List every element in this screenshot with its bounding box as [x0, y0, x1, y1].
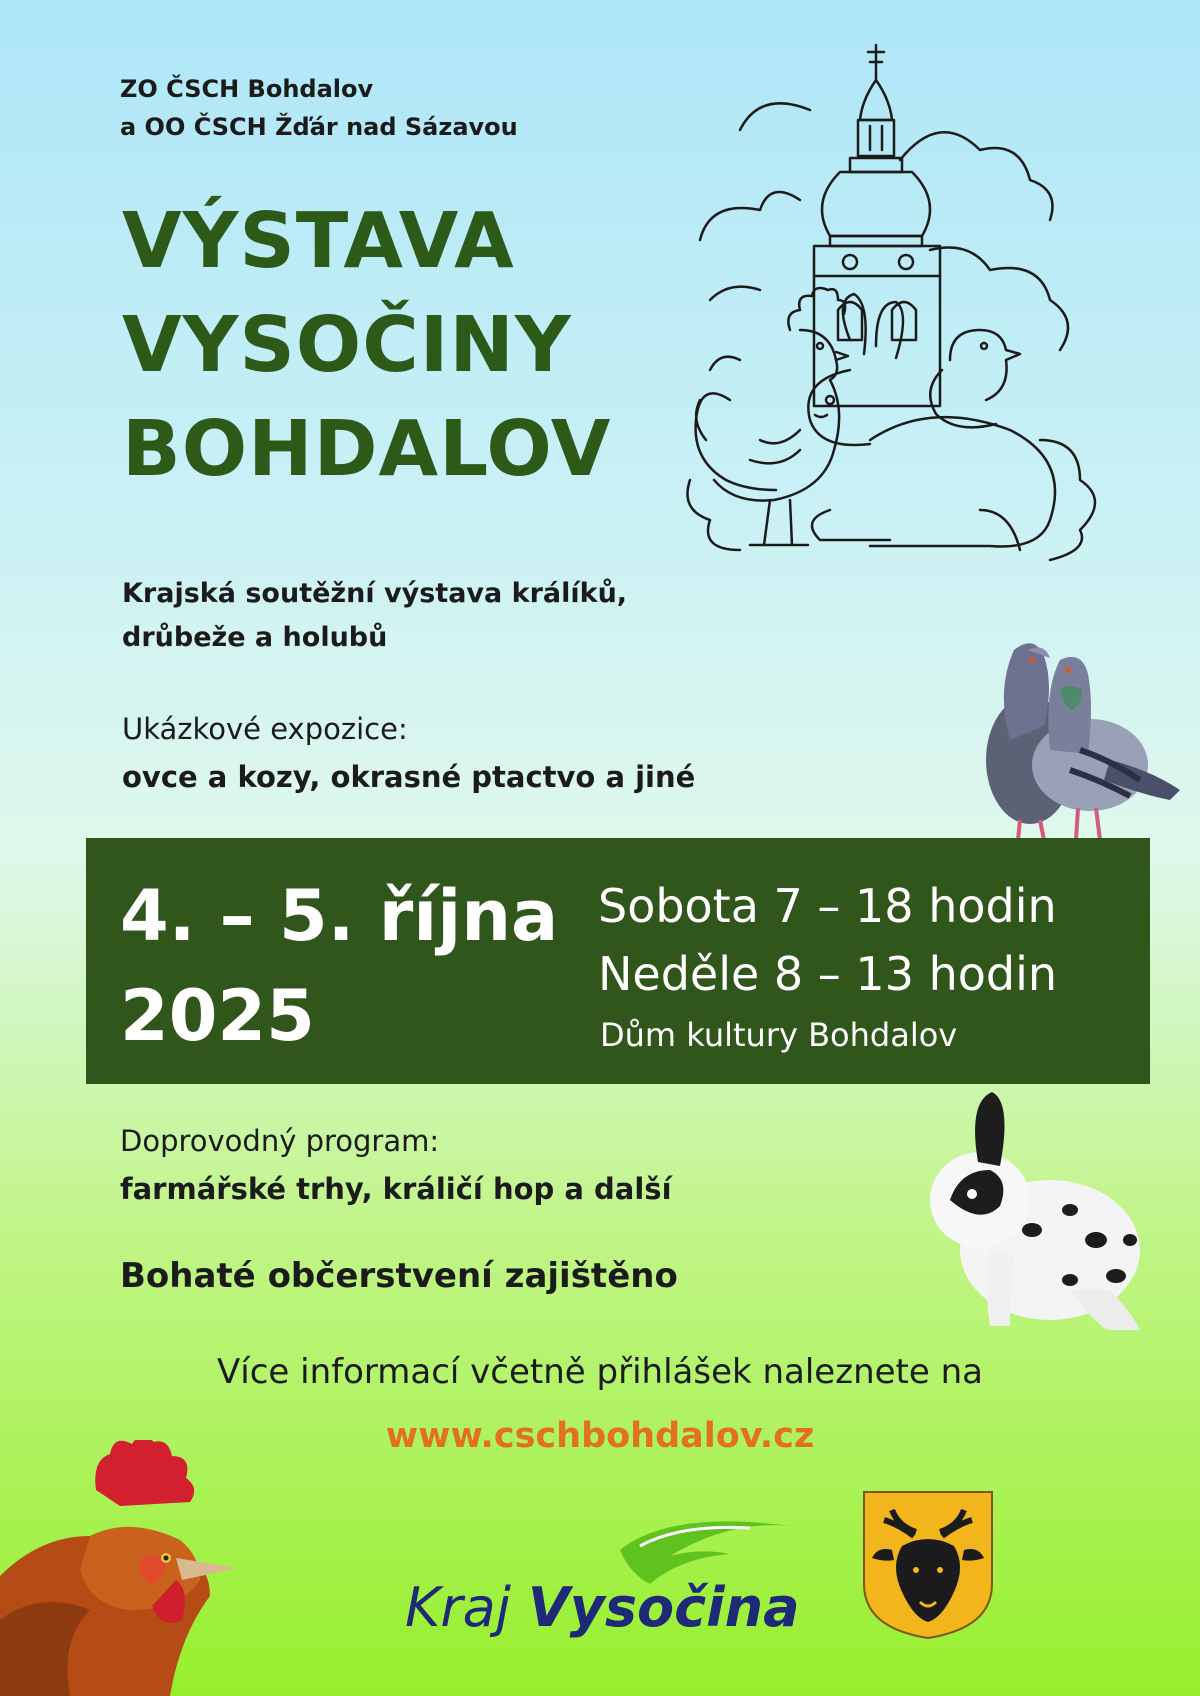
organizer-line-2: a OO ČSCH Žďár nad Sázavou: [120, 113, 518, 141]
venue: Dům kultury Bohdalov: [600, 1016, 958, 1054]
opening-hours: [598, 872, 1057, 1008]
rabbit-photo: [920, 1090, 1150, 1340]
date-line-1: 4. – 5. října: [120, 875, 559, 957]
organizer: [120, 70, 518, 146]
vysocina-word: Vysočina: [527, 1576, 800, 1639]
title-line-3: BOHDALOV: [122, 405, 612, 494]
subtitle-line-2: drůbeže a holubů: [122, 622, 388, 653]
kraj-vysocina-wordmark: [405, 1576, 800, 1639]
organizer-line-1: ZO ČSCH Bohdalov: [120, 75, 374, 103]
exhibits-text: ovce a kozy, okrasné ptactvo a jiné: [122, 760, 696, 794]
rooster-photo: [0, 1440, 250, 1696]
hours-saturday: Sobota 7 – 18 hodin: [598, 879, 1057, 933]
program-label: Doprovodný program:: [120, 1124, 440, 1158]
event-title: [122, 190, 611, 502]
program-text: farmářské trhy, králičí hop a další: [120, 1172, 672, 1206]
event-date: [120, 866, 558, 1066]
subtitle-line-1: Krajská soutěžní výstava králíků,: [122, 578, 628, 609]
church-animals-illustration: [680, 40, 1120, 570]
show-description: [122, 572, 627, 660]
title-line-2: VYSOČINY: [122, 301, 572, 390]
bohdalov-coat-of-arms: [862, 1490, 994, 1640]
more-info-text: Více informací včetně přihlášek naleznete na: [217, 1352, 983, 1392]
title-line-1: VÝSTAVA: [122, 197, 515, 286]
exhibits-label: Ukázkové expozice:: [122, 712, 408, 746]
website-link[interactable]: www.cschbohdalov.cz: [385, 1416, 815, 1456]
kraj-word: Kraj: [405, 1576, 511, 1639]
pigeons-photo: [960, 630, 1180, 845]
hours-sunday: Neděle 8 – 13 hodin: [598, 947, 1058, 1001]
refreshments-note: Bohaté občerstvení zajištěno: [120, 1256, 678, 1296]
date-line-2: 2025: [120, 975, 315, 1057]
